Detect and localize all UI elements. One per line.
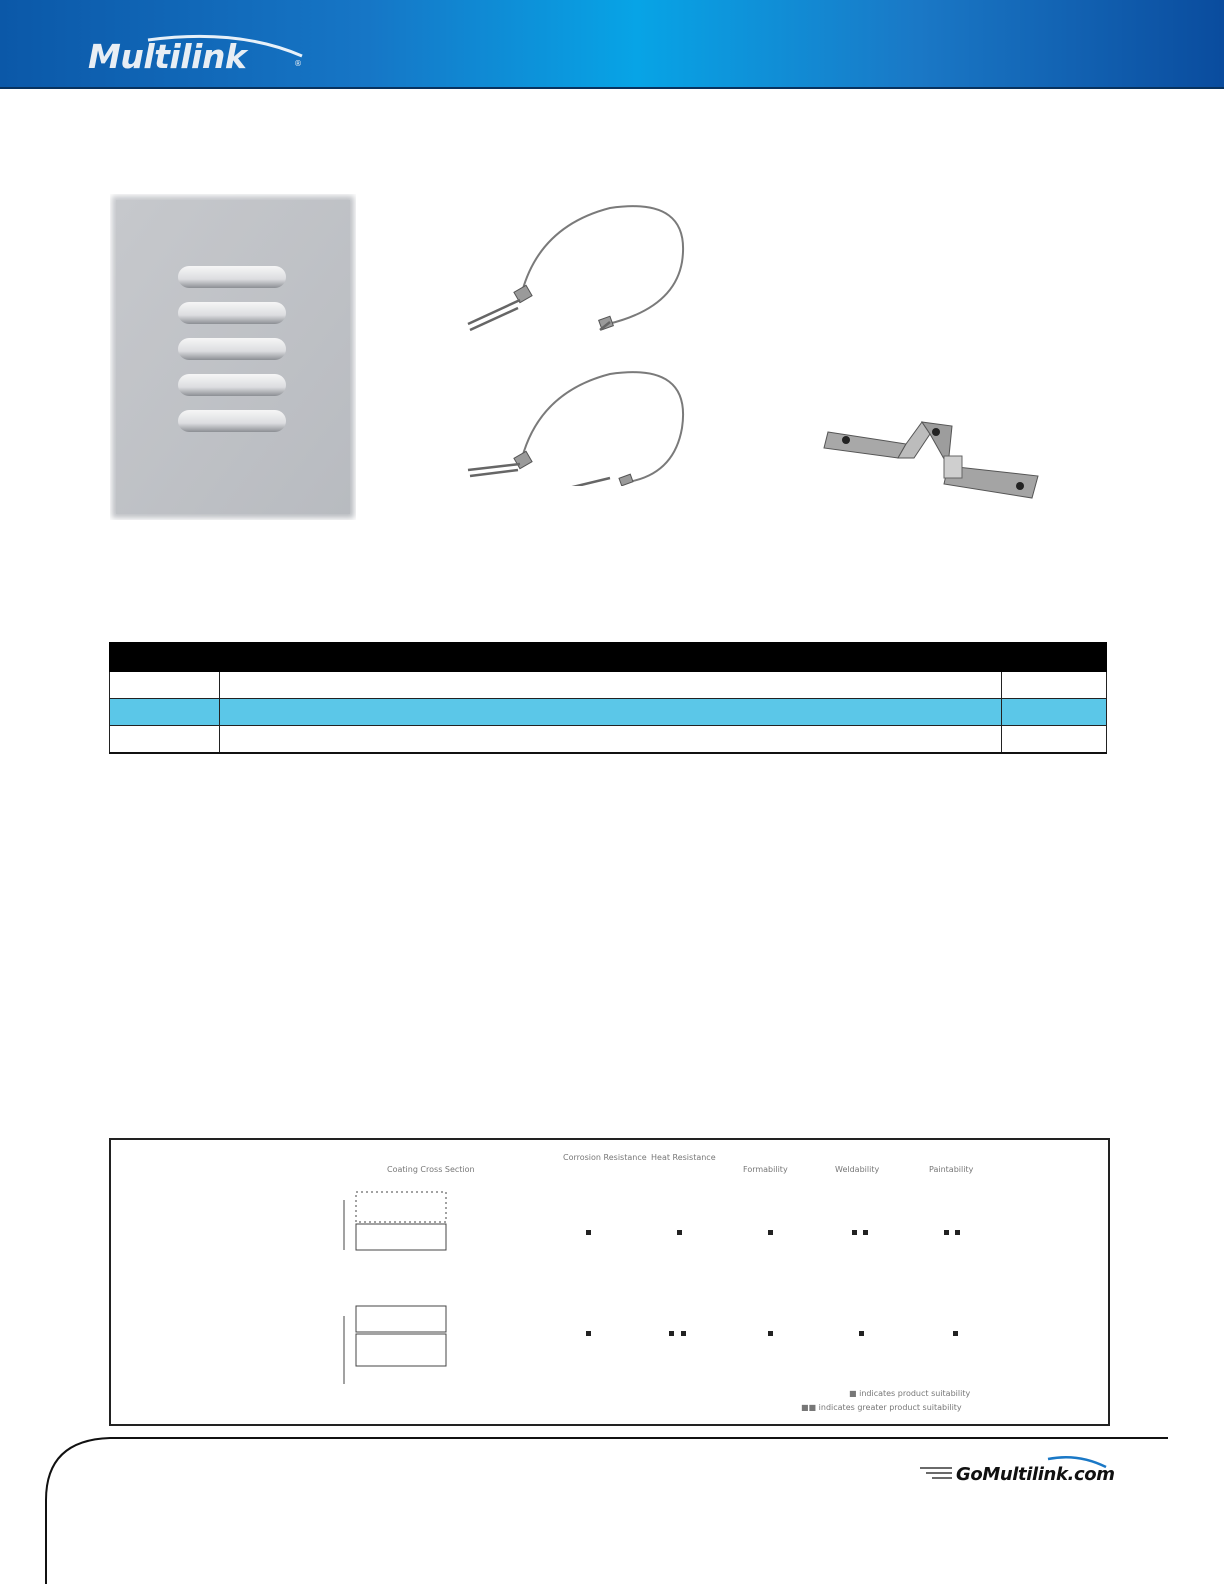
chart-legend: ■■ indicates greater product suitability (801, 1403, 962, 1412)
table-cell (220, 699, 1002, 726)
footer-curve (0, 1430, 1224, 1584)
table-cell (220, 672, 1002, 699)
logo-brand: Multilink (88, 37, 247, 74)
table-cell (1002, 699, 1107, 726)
header-cell (110, 643, 220, 672)
table-header-row (110, 643, 1107, 672)
chart-header: Paintability (929, 1165, 974, 1174)
table-row (110, 672, 1107, 699)
table-row (110, 726, 1107, 754)
gomultilink-logo (918, 1455, 1128, 1491)
coating-compatibility-chart (109, 1138, 1110, 1426)
chart-legend: ■ indicates product suitability (849, 1389, 971, 1398)
vent-panel-image (110, 194, 356, 520)
chart-header: Coating Cross Section (387, 1165, 475, 1174)
table-cell (110, 726, 220, 754)
chart-header: Weldability (835, 1165, 880, 1174)
table-cell (220, 726, 1002, 754)
table-row (110, 699, 1107, 726)
header-cell (220, 643, 1002, 672)
safety-lanyards-image (460, 196, 700, 486)
svg-text:®: ® (294, 59, 302, 68)
table-cell (1002, 726, 1107, 754)
product-table (109, 642, 1107, 754)
mounting-bracket-image (820, 410, 1050, 520)
header-cell (1002, 643, 1107, 672)
footer-site: GoMultilink.com (956, 1464, 1115, 1485)
multilink-logo (88, 34, 328, 74)
chart-header: Corrosion Resistance (563, 1153, 647, 1162)
table-cell (1002, 672, 1107, 699)
chart-header: Formability (743, 1165, 788, 1174)
table-cell (110, 672, 220, 699)
chart-header: Heat Resistance (651, 1153, 716, 1162)
table-cell (110, 699, 220, 726)
